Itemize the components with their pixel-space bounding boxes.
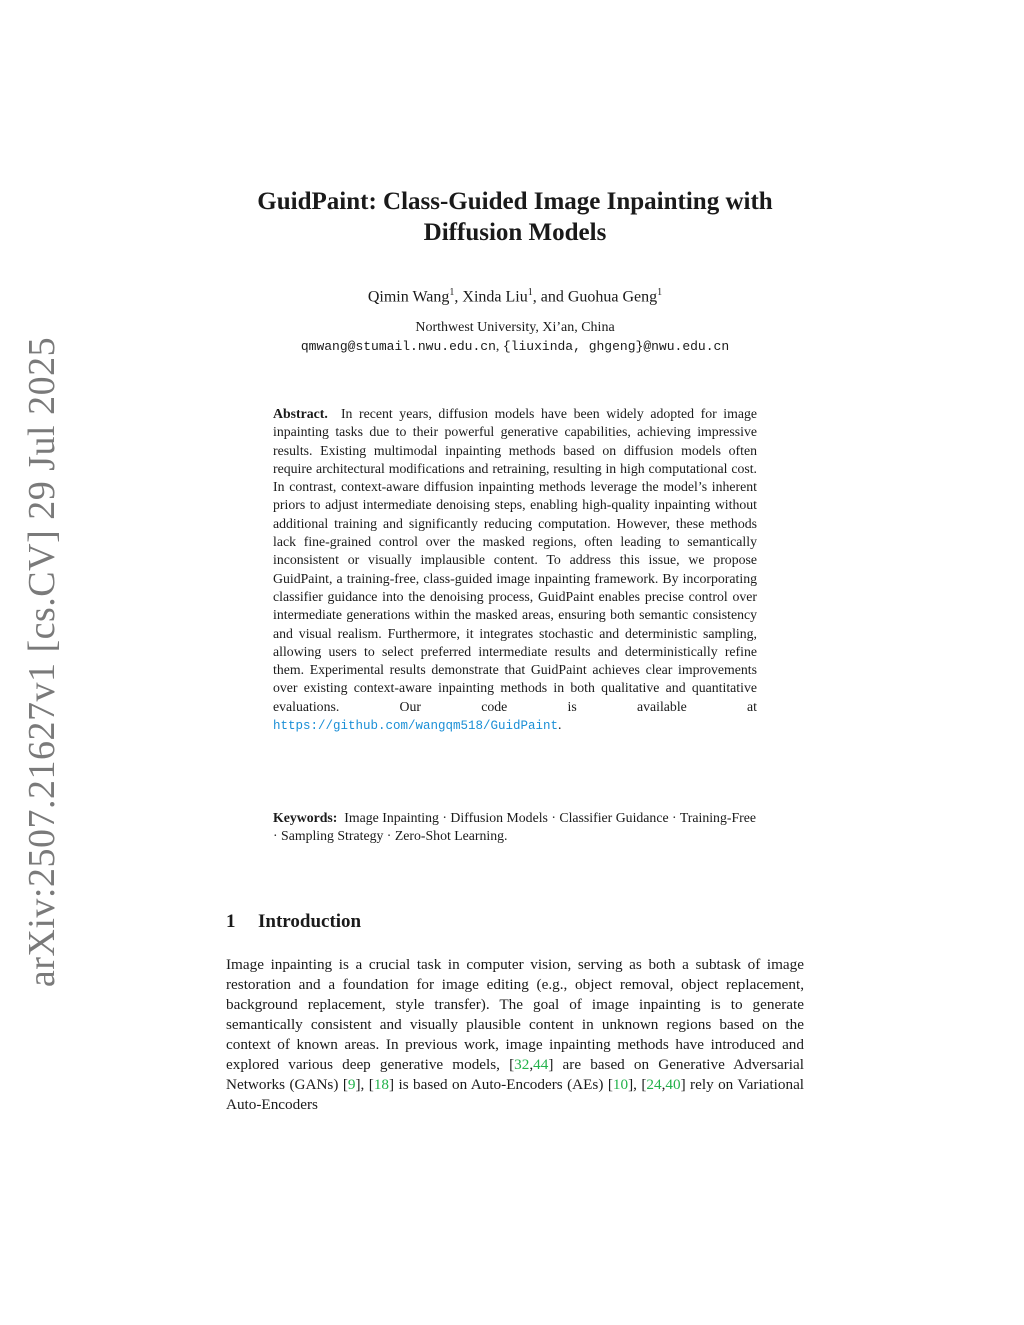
author-list — [200, 283, 830, 307]
paper-title — [200, 186, 830, 248]
citation-link[interactable]: 24 — [646, 1076, 662, 1093]
title-line-2: Diffusion Models — [423, 219, 607, 246]
email-line — [200, 337, 830, 356]
intro-text: Image inpainting is a crucial task in computer vision, serving as both a subtask of image restoration and a foundation for image editing (e.g., object removal, object replacement, background replacement, style transfer). The goal of image inpainting is to generate semantically consistent and visually plausible content in unknown regions based on the context of known areas. In previous work, image inpainting methods have introduced and explored various deep generative models, — [226, 956, 804, 1073]
title-line-1: GuidPaint: Class-Guided Image Inpainting with — [257, 188, 773, 215]
keywords — [273, 809, 757, 846]
keywords-text: Image Inpainting · Diffusion Models · Classifier Guidance · Training-Free · Sampling Strategy · Zero-Shot Learning. — [273, 810, 756, 844]
keywords-label: Keywords: — [273, 810, 338, 825]
intro-text: , — [633, 1076, 642, 1093]
code-link[interactable]: https://github.com/wangqm518/GuidPaint — [273, 719, 559, 734]
affiliation-mark: 1 — [527, 287, 533, 298]
affiliation-block — [200, 318, 830, 356]
intro-text: rely on Variational Auto-Encoders — [226, 1076, 805, 1113]
abstract — [273, 405, 757, 735]
citation-link[interactable]: 10 — [612, 1076, 629, 1093]
citation-link[interactable]: 18 — [373, 1076, 389, 1093]
section-number: 1 — [226, 911, 236, 932]
section-title: Introduction — [258, 911, 362, 932]
affiliation: Northwest University, Xi’an, China — [415, 320, 615, 335]
intro-text: is based on Auto-Encoders (AEs) — [394, 1076, 608, 1093]
author-name: Xinda Liu — [462, 288, 528, 306]
arxiv-identifier: arXiv:2507.21627v1 [cs.CV] 29 Jul 2025 — [21, 336, 63, 988]
citation-link[interactable]: 40 — [665, 1076, 681, 1093]
author-name: Qimin Wang — [367, 288, 450, 306]
abstract-label: Abstract. — [273, 406, 328, 421]
email-address[interactable]: {liuxinda, ghgeng}@nwu.edu.cn — [502, 339, 730, 354]
affiliation-mark: 1 — [449, 287, 455, 298]
author-name: Guohua Geng — [567, 288, 658, 306]
intro-text: , — [360, 1076, 369, 1093]
section-heading — [226, 910, 361, 934]
affiliation-mark: 1 — [657, 287, 663, 298]
email-separator: , — [495, 339, 503, 354]
abstract-body: In recent years, diffusion models have been widely adopted for image inpainting tasks due to their powerful generative capabilities, achieving impressive results. Existing multimodal inpainting methods based on diffusion models often require architectural modifications and retraining, resulting in high computational cost. In contrast, context-aware diffusion inpainting methods leverage the model’s inherent priors to adjust intermediate denoising steps, enabling high-quality inpainting without additional training and significantly reducing computation. However, these methods lack fine-grained control over the masked regions, often leading to semantically inconsistent or visually implausible content. To address this issue, we propose GuidPaint, a training-free, class-guided image inpainting framework. By incorporating classifier guidance into the denoising process, GuidPaint enables precise control over intermediate generations within the masked areas, ensuring both semantic consistency and visual realism. Furthermore, it integrates stochastic and deterministic sampling, allowing users to select preferred intermediate results and deterministically refine them. Experimental results demonstrate that GuidPaint achieves clear improvements over existing context-aware inpainting methods in both qualitative and quantitative evaluations. Our code is available at — [273, 406, 757, 714]
citation-link[interactable]: 32 — [514, 1056, 530, 1073]
author-separator: , — [454, 288, 463, 306]
citation-link[interactable]: 44 — [533, 1056, 549, 1073]
abstract-end: . — [558, 717, 562, 733]
intro-text: are based on Generative Adversarial Networks (GANs) — [226, 1056, 804, 1093]
introduction-paragraph: Image inpainting is a crucial task in computer vision, serving as both a subtask of image restoration and a foundation for image editing (e.g., object removal, object replacement, background replacement, style transfer). The goal of image inpainting is to generate semantically consistent and visually plausible content in unknown regions based on the context of known areas. In previous work, image inpainting methods have introduced and explored various deep generative models, [32,44] are based on Generative Adversarial Networks (GANs) [9], [18] is based on Auto-Encoders (AEs) [10], [24,40] rely on Variational Auto-Encoders — [226, 956, 805, 1113]
author-separator: , and — [532, 288, 568, 306]
citation-link[interactable]: 9 — [347, 1076, 356, 1093]
email-address[interactable]: qmwang@stumail.nwu.edu.cn — [300, 339, 496, 354]
